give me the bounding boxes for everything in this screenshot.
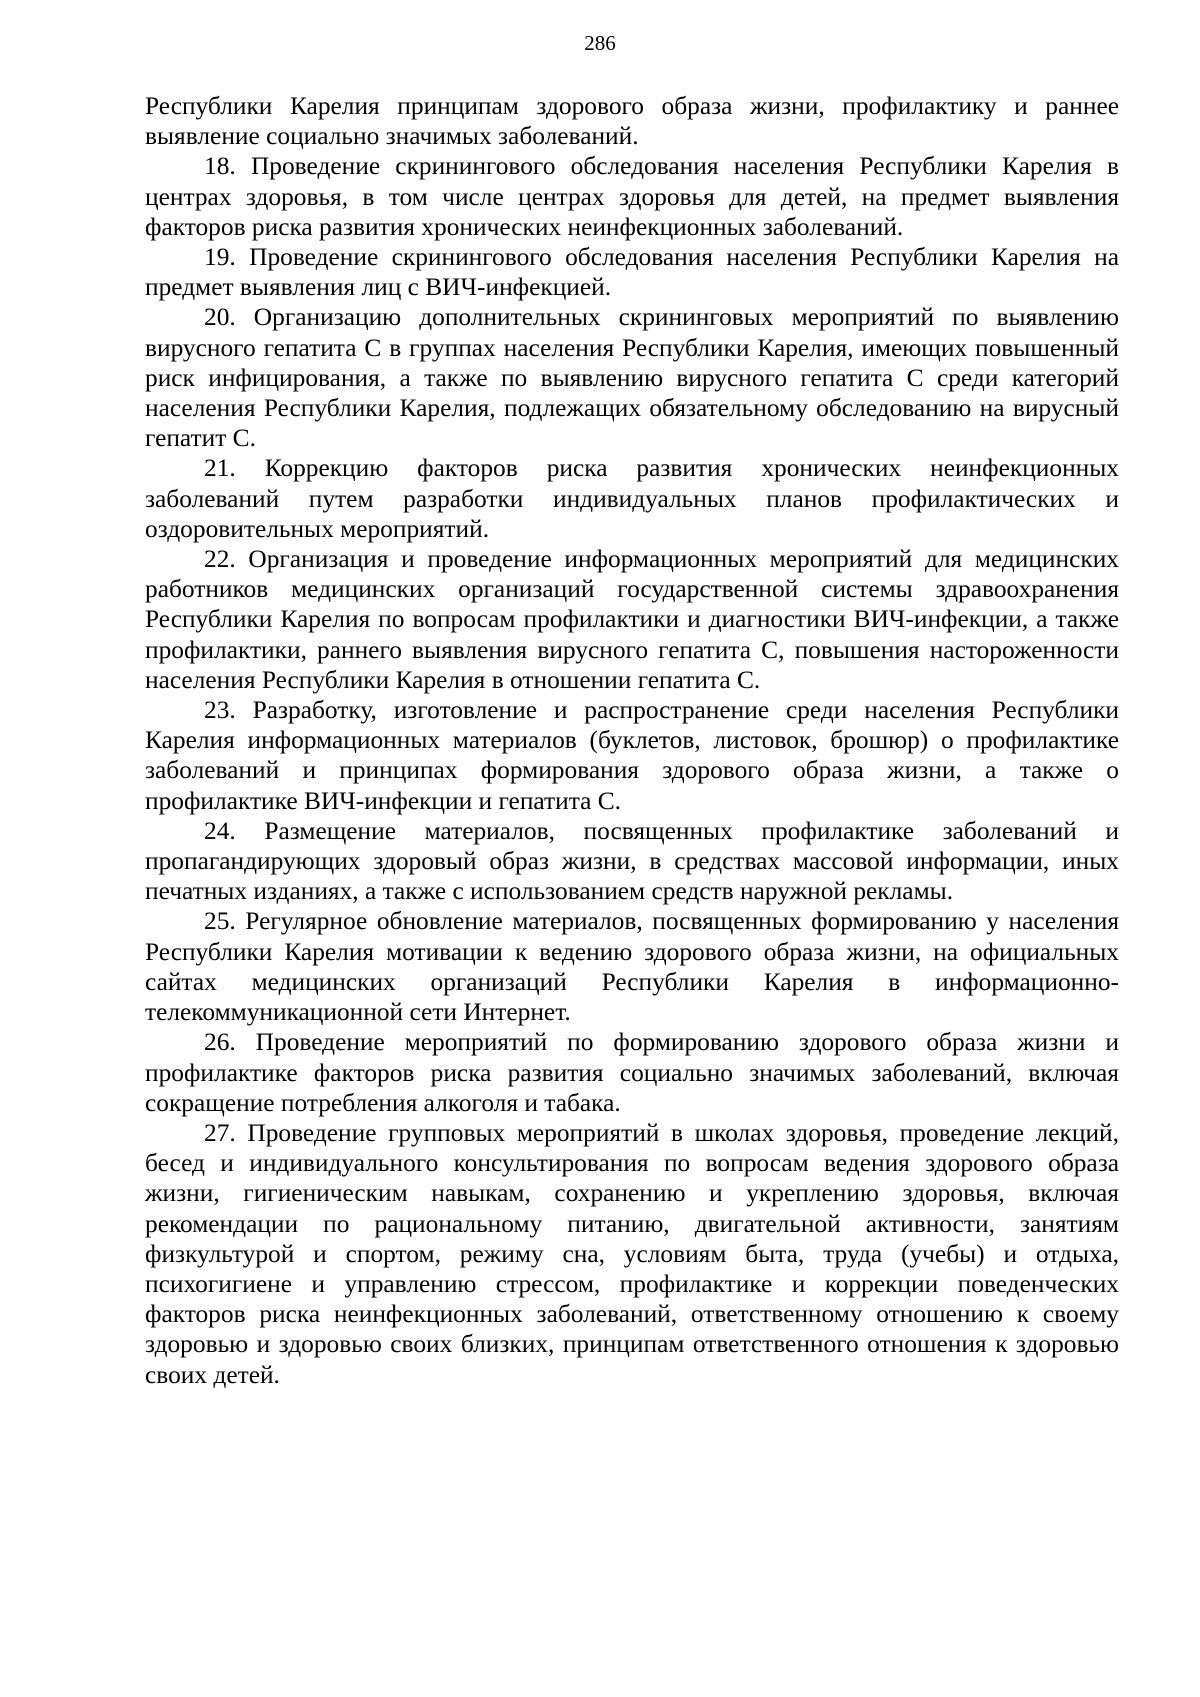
paragraph-continuation: Республики Карелия принципам здорового образа жизни, профилактику и раннее выявление социально значимых заболеваний.: [145, 92, 1119, 151]
paragraph-item-24: 24. Размещение материалов, посвященных профилактике заболеваний и пропагандирующих здоровый образ жизни, в средствах массовой информации, иных печатных изданиях, а также с использованием средств наружной рекламы.: [145, 816, 1119, 906]
paragraph-item-23: 23. Разработку, изготовление и распространение среди населения Республики Карелия информационных материалов (буклетов, листовок, брошюр) о профилактике заболеваний и принципах формирования здорового образа жизни, а также о профилактике ВИЧ-инфекции и гепатита С.: [145, 696, 1119, 815]
page-number: 286: [584, 31, 616, 55]
paragraph-item-18: 18. Проведение скринингового обследования населения Республики Карелия в центрах здоровья, в том числе центрах здоровья для детей, на предмет выявления факторов риска развития хронических неинфекционных заболеваний.: [145, 152, 1119, 241]
paragraph-item-26: 26. Проведение мероприятий по формированию здорового образа жизни и профилактике факторов риска развития социально значимых заболеваний, включая сокращение потребления алкоголя и табака.: [145, 1028, 1119, 1117]
document-body: [145, 91, 1119, 1390]
paragraph-item-20: 20. Организацию дополнительных скрининговых мероприятий по выявлению вирусного гепатита С в группах населения Республики Карелия, имеющих повышенный риск инфицирования, а также по выявлению вирусного гепатита С среди категорий населения Республики Карелия, подлежащих обязательному обследованию на вирусный гепатит С.: [145, 303, 1119, 453]
paragraph-item-27: 27. Проведение групповых мероприятий в школах здоровья, проведение лекций, бесед и индивидуального консультирования по вопросам ведения здорового образа жизни, гигиеническим навыкам, сохранению и укреплению здоровья, включая рекомендации по рациональному питанию, двигательной активности, занятиям физкультурой и спортом, режиму сна, условиям быта, труда (учебы) и отдыха, психогигиене и управлению стрессом, профилактике и коррекции поведенческих факторов риска неинфекционных заболеваний, ответственному отношению к своему здоровью и здоровью своих близких, принципам ответственного отношения к здоровью своих детей.: [145, 1118, 1119, 1389]
paragraph-item-21: 21. Коррекцию факторов риска развития хронических неинфекционных заболеваний путем разработки индивидуальных планов профилактических и оздоровительных мероприятий.: [145, 454, 1119, 543]
paragraph-item-25: 25. Регулярное обновление материалов, посвященных формированию у населения Республики Карелия мотивации к ведению здорового образа жизни, на официальных сайтах медицинских организаций Республики Карелия в информационно-телекоммуникационной сети Интернет.: [145, 907, 1119, 1027]
paragraph-item-19: 19. Проведение скринингового обследования населения Республики Карелия на предмет выявления лиц с ВИЧ-инфекцией.: [145, 243, 1119, 302]
paragraph-item-22: 22. Организация и проведение информационных мероприятий для медицинских работников медицинских организаций государственной системы здравоохранения Республики Карелия по вопросам профилактики и диагностики ВИЧ-инфекции, а также профилактики, раннего выявления вирусного гепатита С, повышения настороженности населения Республики Карелия в отношении гепатита С.: [145, 545, 1119, 694]
